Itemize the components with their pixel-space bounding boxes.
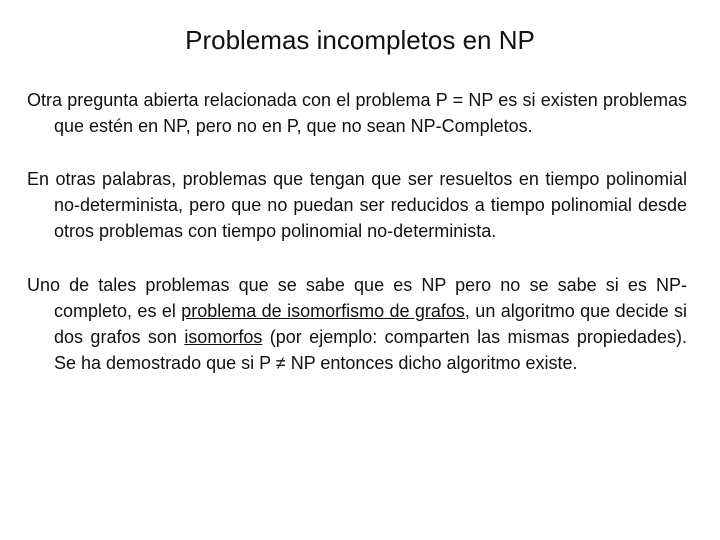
paragraph-open-question: Otra pregunta abierta relacionada con el problema P = NP es si existen problemas que estén en NP, pero no en P, que no sean NP-Completos. bbox=[27, 90, 687, 136]
slide-body bbox=[27, 87, 687, 376]
graph-isomorphism-link[interactable]: problema de isomorfismo de grafos bbox=[181, 301, 465, 321]
paragraph-text-part-3: (por ejemplo: comparten las mismas propiedades). Se ha demostrado que si P ≠ NP entonces dicho algoritmo existe. bbox=[54, 327, 687, 373]
paragraph-text-part-2: , un algoritmo que decide si dos grafos son bbox=[54, 301, 687, 347]
isomorphic-link[interactable]: isomorfos bbox=[184, 327, 263, 347]
paragraph-text-part-1: Uno de tales problemas que se sabe que es NP pero no se sabe si es NP-completo, es el bbox=[27, 275, 687, 321]
paragraph-graph-isomorphism bbox=[27, 272, 687, 376]
paragraph-in-other-words: En otras palabras, problemas que tengan que ser resueltos en tiempo polinomial no-determinista, pero que no puedan ser reducidos a tiempo polinomial desde otros problemas con tiempo polinomial no-determinista. bbox=[27, 169, 687, 241]
slide-title: Problemas incompletos en NP bbox=[185, 25, 535, 55]
